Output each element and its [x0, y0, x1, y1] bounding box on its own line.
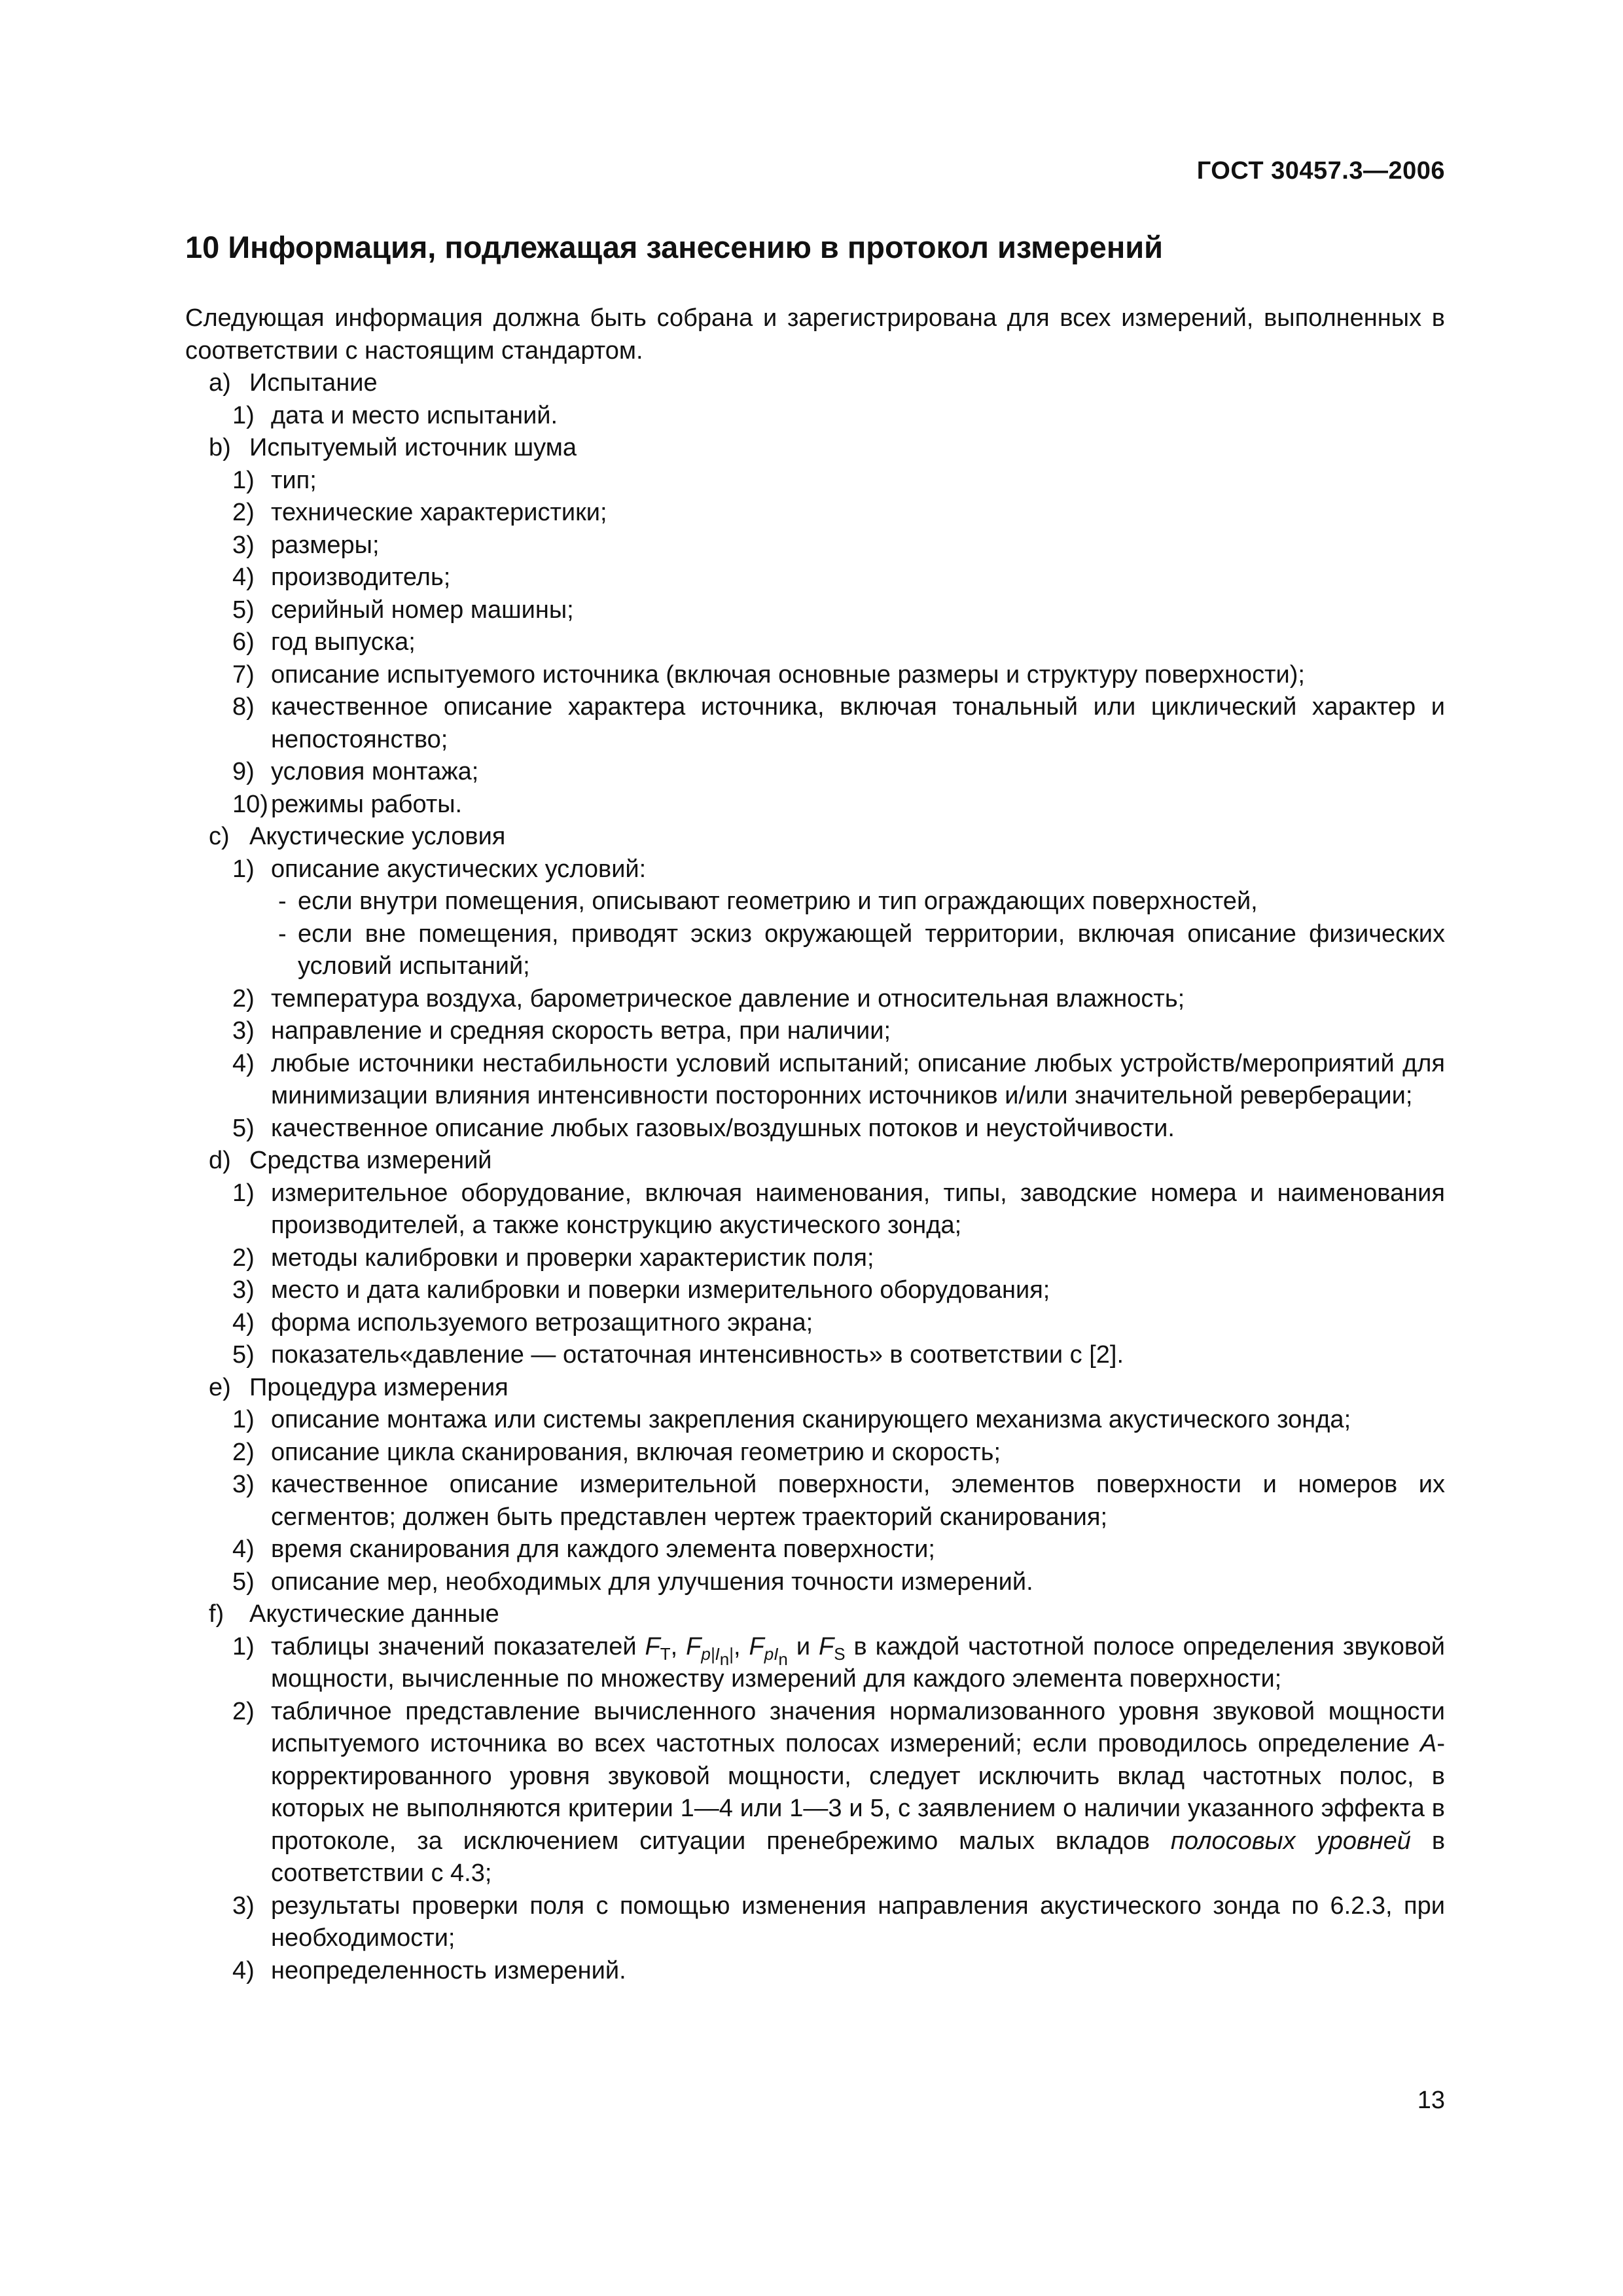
item-text: описание акустических условий:: [271, 855, 647, 883]
section-d: [185, 1145, 1445, 1372]
list-item: [232, 497, 1445, 529]
list-item: [232, 983, 1445, 1016]
section-heading: [209, 1372, 1445, 1405]
item-number: 5): [232, 1568, 255, 1596]
item-number: 1): [232, 401, 255, 429]
list-item: [232, 562, 1445, 594]
list-item: [232, 1015, 1445, 1048]
item-text: температура воздуха, барометрическое давление и относительная влажность;: [271, 984, 1185, 1013]
item-number: 3): [232, 531, 255, 559]
item-text-post: в каждой частотной полосе определения звуковой мощности, вычисленные по множеству измерений для каждого элемента поверхности;: [271, 1632, 1445, 1693]
list-item: [232, 1469, 1445, 1534]
section-marker: f): [209, 1600, 224, 1628]
list-item: [232, 1566, 1445, 1599]
item-text-mid: -корректированного уровня звуковой мощности, следует исключить вклад частотных полос, в которых не выполняются критерии 1—4 или 1—3 и 5, с заявлением о наличии указанного эффекта в протоколе, за исключением ситуации пренебрежимо малых вкладов: [271, 1730, 1445, 1855]
section-marker: c): [209, 823, 230, 850]
item-text-pre: таблицы значений показателей: [271, 1632, 645, 1660]
section-title-text: Процедура измерения: [249, 1373, 508, 1401]
item-number: 5): [232, 596, 255, 624]
section-heading: [209, 432, 1445, 465]
list-item: [232, 529, 1445, 562]
item-text: дата и место испытаний.: [271, 401, 558, 429]
item-number: 10): [232, 790, 268, 818]
list-item: [232, 789, 1445, 821]
list-item: [232, 1242, 1445, 1275]
sections-list: [185, 367, 1445, 1987]
item-text: если вне помещения, приводят эскиз окружающей территории, включая описание физических условий испытаний;: [298, 920, 1445, 980]
item-text-italic: A: [1419, 1730, 1437, 1757]
item-number: 5): [232, 1114, 255, 1142]
section-marker: d): [209, 1147, 231, 1174]
item-text: измерительное оборудование, включая наименования, типы, заводские номера и наименования производителей, а также конструкцию акустического зонда;: [271, 1179, 1445, 1239]
section-heading: [209, 367, 1445, 400]
item-number: 2): [232, 1697, 255, 1725]
item-text: качественное описание измерительной поверхности, элементов поверхности и номеров их сегментов; должен быть представлен чертеж траекторий сканирования;: [271, 1471, 1445, 1531]
list-item: [232, 756, 1445, 789]
list-item: [232, 626, 1445, 659]
list-item: [232, 1890, 1445, 1955]
item-text: производитель;: [271, 564, 451, 591]
dash-item: [278, 886, 1445, 918]
item-text: если внутри помещения, описывают геометрию и тип ограждающих поверхностей,: [298, 888, 1258, 915]
item-text: описание цикла сканирования, включая геометрию и скорость;: [271, 1438, 1001, 1466]
formula-indicators: $F_T$, $F_{p|I_n|}$, $F_{pI_n}$ и $F_S$: [645, 1632, 846, 1669]
item-text: технические характеристики;: [271, 499, 607, 526]
item-text: условия монтажа;: [271, 758, 479, 785]
item-text: год выпуска;: [271, 628, 416, 656]
list-item: [232, 1955, 1445, 1988]
item-text: описание монтажа или системы закрепления сканирующего механизма акустического зонда;: [271, 1406, 1351, 1433]
item-text: [271, 1631, 1445, 1696]
list-item: [232, 1631, 1445, 1696]
item-text: серийный номер машины;: [271, 596, 574, 624]
intro-paragraph: [185, 302, 1445, 367]
document-number-header: ГОСТ 30457.3—2006: [1196, 157, 1445, 185]
section-heading: [209, 1145, 1445, 1177]
item-text: качественное описание характера источника, включая тональный или циклический характер и непостоянство;: [271, 693, 1445, 753]
list-item: [232, 659, 1445, 692]
item-text-post: в соответствии с 4.3;: [271, 1827, 1446, 1887]
dash-marker: -: [278, 888, 287, 915]
item-text: время сканирования для каждого элемента поверхности;: [271, 1535, 935, 1563]
item-text: направление и средняя скорость ветра, при наличии;: [271, 1017, 891, 1045]
section-title-text: Средства измерений: [249, 1147, 492, 1174]
intro-text: Следующая информация должна быть собрана и зарегистрирована для всех измерений, выполненных в соответствии с настоящим стандартом.: [185, 304, 1445, 365]
item-number: 4): [232, 1049, 255, 1077]
section-title-text: Испытуемый источник шума: [249, 434, 577, 461]
section-marker: b): [209, 434, 231, 461]
section-f: [185, 1598, 1445, 1987]
list-item: [232, 1339, 1445, 1372]
list-item: [232, 853, 1445, 886]
item-number: 2): [232, 1244, 255, 1272]
list-item: [232, 1177, 1445, 1242]
section-heading: [209, 821, 1445, 853]
section-a: [185, 367, 1445, 432]
item-number: 4): [232, 564, 255, 591]
list-item: [232, 1534, 1445, 1566]
section-marker: e): [209, 1373, 231, 1401]
item-number: 3): [232, 1892, 255, 1920]
list-item: [232, 1696, 1445, 1890]
list-item: [232, 400, 1445, 433]
item-number: 4): [232, 1956, 255, 1984]
item-text: результаты проверки поля с помощью изменения направления акустического зонда по 6.2.3, при необходимости;: [271, 1892, 1445, 1952]
section-title-text: Акустические условия: [249, 823, 506, 850]
item-text: [271, 1696, 1445, 1890]
section-e: [185, 1372, 1445, 1599]
item-number: 1): [232, 1179, 255, 1207]
list-item: [232, 465, 1445, 497]
item-text: место и дата калибровки и поверки измерительного оборудования;: [271, 1276, 1050, 1304]
dash-marker: -: [278, 920, 287, 948]
list-item: [232, 1274, 1445, 1307]
section-title-text: Акустические данные: [249, 1600, 499, 1628]
item-number: 4): [232, 1535, 255, 1563]
item-text: описание мер, необходимых для улучшения точности измерений.: [271, 1568, 1033, 1596]
item-text: описание испытуемого источника (включая основные размеры и структуру поверхности);: [271, 660, 1305, 689]
list-item: [232, 691, 1445, 756]
item-number: 3): [232, 1471, 255, 1498]
item-number: 3): [232, 1017, 255, 1045]
section-marker: a): [209, 369, 231, 397]
item-text: качественное описание любых газовых/воздушных потоков и неустойчивости.: [271, 1114, 1175, 1142]
item-number: 5): [232, 1341, 255, 1369]
item-text: неопределенность измерений.: [271, 1956, 626, 1984]
section-c: [185, 821, 1445, 1145]
page-number: 13: [1417, 2087, 1445, 2114]
section-title-text: Испытание: [249, 369, 378, 397]
item-text: тип;: [271, 466, 317, 494]
item-text-pre: табличное представление вычисленного значения нормализованного уровня звуковой мощности испытуемого источника во всех частотных полосах измерений; если проводилось определение: [271, 1697, 1445, 1757]
list-item: [232, 1113, 1445, 1145]
item-number: 8): [232, 693, 255, 721]
document-body: [185, 302, 1445, 1987]
item-text-italic2: полосовых уровней: [1170, 1827, 1411, 1855]
item-text: показатель«давление — остаточная интенсивность» в соответствии с [2].: [271, 1341, 1124, 1369]
section-b: [185, 432, 1445, 821]
dash-item: [278, 918, 1445, 983]
item-number: 1): [232, 1406, 255, 1433]
item-number: 2): [232, 1438, 255, 1466]
item-number: 7): [232, 660, 255, 689]
item-text: размеры;: [271, 531, 380, 559]
item-text: режимы работы.: [271, 790, 463, 818]
item-number: 3): [232, 1276, 255, 1304]
item-number: 2): [232, 984, 255, 1013]
list-item: [232, 1404, 1445, 1437]
item-text: методы калибровки и проверки характеристик поля;: [271, 1244, 874, 1272]
item-text: любые источники нестабильности условий испытаний; описание любых устройств/мероприятий для минимизации влияния интенсивности посторонних источников и/или значительной реверберации;: [271, 1049, 1445, 1109]
item-number: 1): [232, 466, 255, 494]
item-number: 1): [232, 1632, 255, 1660]
section-title: 10 Информация, подлежащая занесению в протокол измерений: [185, 230, 1163, 264]
item-number: 6): [232, 628, 255, 656]
list-item: [232, 1437, 1445, 1469]
list-item: [232, 1048, 1445, 1113]
list-item: [232, 594, 1445, 627]
list-item: [232, 1307, 1445, 1340]
item-number: 2): [232, 499, 255, 526]
item-text: форма используемого ветрозащитного экрана;: [271, 1308, 813, 1336]
item-number: 1): [232, 855, 255, 883]
section-heading: [209, 1598, 1445, 1631]
item-number: 9): [232, 758, 255, 785]
item-number: 4): [232, 1308, 255, 1336]
